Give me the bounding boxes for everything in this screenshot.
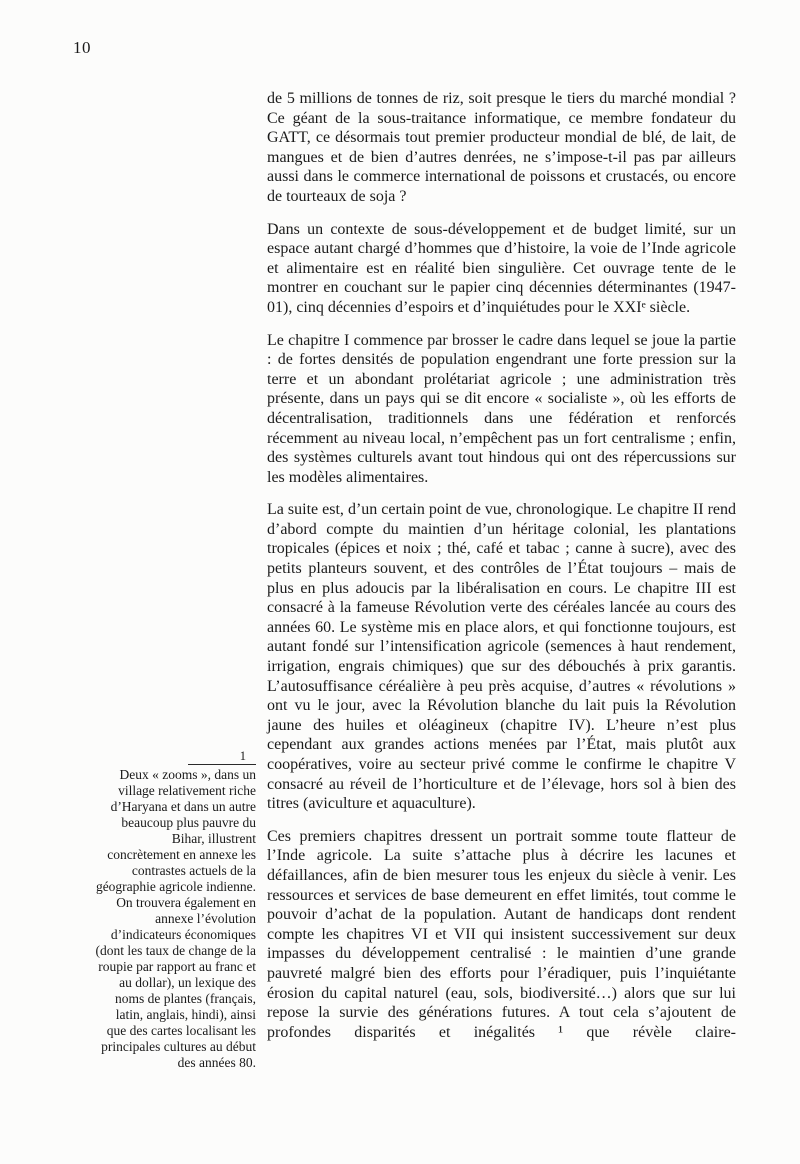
margin-note-line: que des cartes localisant les [106, 1023, 256, 1038]
footnote-marker: 1 [188, 749, 256, 765]
margin-note-line: roupie par rapport au franc et [98, 959, 256, 974]
margin-note-line: latin, anglais, hindi), ainsi [115, 1007, 256, 1022]
paragraph: Ces premiers chapitres dressent un portrait somme toute flatteur de l’Inde agricole. La suite s’attache plus à décrire les lacunes et défaillances, afin de bien mesurer tous les enjeux du siècle à venir. Les ressources et services de base demeurent en effet limités, tout comme le pouvoir d’achat de la population. Autant de handicaps dont rendent compte les chapitres VI et VII qui insistent successivement sur deux impasses du développement centralisé : le maintien d’une grande pauvreté malgré bien des efforts pour l’éradiquer, puis l’inquiétante érosion du capital naturel (eau, sols, biodiversité…) alors que sur lui repose la survie des générations futures. A tout cela s’ajoutent de profondes disparités et inégalités ¹ que révèle claire- [267, 827, 736, 1041]
margin-note [58, 748, 256, 1071]
margin-note-line: d’indicateurs économiques [110, 927, 256, 942]
margin-note-line: noms de plantes (français, [115, 991, 256, 1006]
margin-note-line: principales cultures au début [101, 1039, 256, 1054]
margin-note-lines [58, 767, 256, 1071]
margin-note-line: On trouvera également en [116, 895, 256, 910]
paragraph: Dans un contexte de sous-développement et de budget limité, sur un espace autant chargé d’hommes que d’histoire, la voie de l’Inde agricole et alimentaire est en réalité bien singulière. Cet ouvrage tente de le montrer en couchant sur le papier cinq décennies déterminantes (1947-01), cinq décennies d’espoirs et d’inquiétudes pour le XXIᵉ siècle. [267, 220, 736, 316]
footnote-rule [58, 748, 256, 765]
paragraph: Le chapitre I commence par brosser le cadre dans lequel se joue la partie : de fortes densités de population engendrant une forte pression sur la terre et un abondant prolétariat agricole ; une administration très présente, dans un pays qui se dit encore « socialiste », où les efforts de décentralisation, traditionnels dans une fédération et renforcés récemment au niveau local, n’empêchent pas un fort centralisme ; enfin, des systèmes culturels avant tout hindous qui ont des répercussions sur les modèles alimentaires. [267, 331, 736, 486]
margin-note-line: village relativement riche [118, 783, 256, 798]
margin-note-line: Bihar, illustrent [171, 831, 256, 846]
paragraph: La suite est, d’un certain point de vue, chronologique. Le chapitre II rend d’abord compte du maintien d’un héritage colonial, les plantations tropicales (épices et noix ; thé, café et tabac ; canne à sucre), avec des petits planteurs souvent, et des contrôles de l’État toujours – mais de plus en plus adoucis par la libéralisation en cours. Le chapitre III est consacré à la fameuse Révolution verte des céréales lancée au cours des années 60. Le système mis en place alors, et qui fonctionne toujours, est autant fondé sur l’intensification agricole (semences à haut rendement, irrigation, engrais chimiques) que sur des débouchés à prix garantis. L’autosuffisance céréalière à peu près acquise, d’autres « révolutions » ont vu le jour, avec la Révolution blanche du lait puis la Révolution jaune des huiles et oléagineux (chapitre IV). L’heure n’est plus cependant aux grandes actions menées par l’État, mais plutôt aux coopératives, voire au secteur privé comme le confirme le chapitre V consacré au réveil de l’horticulture et de l’élevage, hors sol à bien des titres (aviculture et aquaculture). [267, 501, 736, 813]
margin-note-line: Deux « zooms », dans un [119, 767, 256, 782]
margin-note-line: au dollar), un lexique des [119, 975, 256, 990]
margin-note-line: contrastes actuels de la [131, 863, 256, 878]
margin-note-line: des années 80. [177, 1055, 256, 1070]
margin-note-line: concrètement en annexe les [107, 847, 256, 862]
margin-note-line: géographie agricole indienne. [95, 879, 256, 894]
margin-note-line: annexe l’évolution [155, 911, 256, 926]
margin-note-line: (dont les taux de change de la [95, 943, 256, 958]
page-number: 10 [73, 38, 91, 57]
margin-note-line: d’Haryana et dans un autre [110, 799, 256, 814]
margin-note-line: beaucoup plus pauvre du [121, 815, 256, 830]
paragraph: de 5 millions de tonnes de riz, soit presque le tiers du marché mondial ? Ce géant de la sous-traitance informatique, ce membre fondateur du GATT, ce désormais tout premier producteur mondial de blé, de lait, de mangues et de bien d’autres denrées, ne s’impose-t-il pas par ailleurs aussi dans le commerce international de poissons et crustacés, ou encore de tourteaux de soja ? [267, 90, 736, 205]
main-text-column [267, 89, 736, 1055]
